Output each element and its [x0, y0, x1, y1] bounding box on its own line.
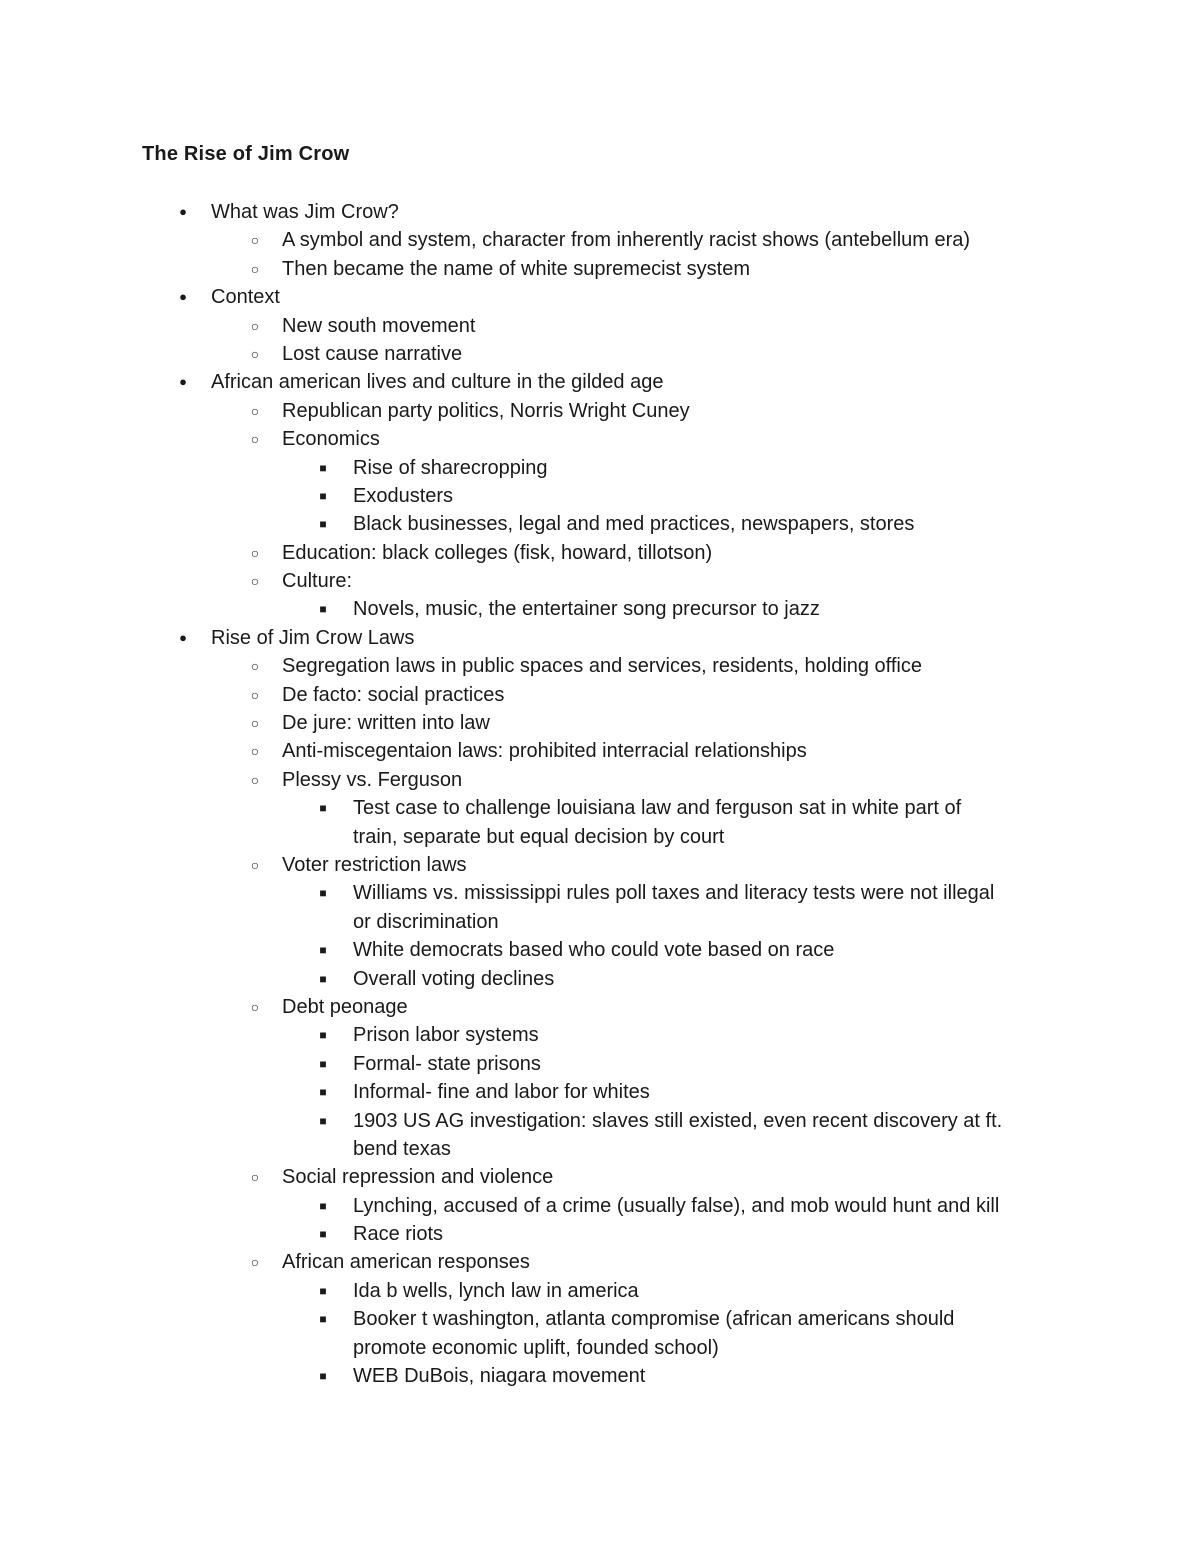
outline-item-text: 1903 US AG investigation: slaves still existed, even recent discovery at ft. [353, 1109, 1003, 1132]
square-bullet-icon: ■ [319, 1085, 327, 1100]
square-bullet-icon: ■ [319, 1227, 327, 1242]
circle-bullet-icon: ○ [250, 715, 260, 732]
outline-item-level-2 [0, 1220, 1200, 1248]
outline-item-text: Debt peonage [282, 995, 408, 1018]
outline-item-continuation [0, 1334, 1200, 1362]
outline-item-text: Republican party politics, Norris Wright Cuney [282, 399, 690, 422]
outline-item-text: Education: black colleges (fisk, howard, tillotson) [282, 541, 713, 564]
outline-item-level-1 [0, 397, 1200, 425]
outline-item-text: Social repression and violence [282, 1166, 554, 1189]
outline-item-level-2 [0, 794, 1200, 822]
square-bullet-icon: ■ [319, 943, 327, 958]
outline-item-continuation [0, 823, 1200, 851]
circle-bullet-icon: ○ [250, 1254, 260, 1271]
outline-item-text: Voter restriction laws [282, 853, 467, 876]
outline-item-level-1 [0, 1163, 1200, 1191]
outline-item-text: De jure: written into law [282, 712, 490, 735]
circle-bullet-icon: ○ [250, 544, 260, 561]
outline-item-level-1 [0, 993, 1200, 1021]
outline-item-text: Race riots [353, 1223, 444, 1246]
outline-item-text: African american lives and culture in the gilded age [211, 371, 664, 394]
outline-item-level-2 [0, 1192, 1200, 1220]
outline-item-text: African american responses [282, 1251, 530, 1274]
outline-item-level-1 [0, 226, 1200, 254]
square-bullet-icon: ■ [319, 488, 327, 503]
outline-item-level-0 [0, 624, 1200, 652]
document-title: The Rise of Jim Crow [142, 143, 350, 165]
outline-list [0, 198, 1200, 1390]
outline-item-text: Context [211, 286, 280, 309]
outline-item-level-2 [0, 936, 1200, 964]
outline-item-text: Lynching, accused of a crime (usually false), and mob would hunt and kill [353, 1194, 1000, 1217]
outline-item-level-1 [0, 312, 1200, 340]
outline-item-level-1 [0, 255, 1200, 283]
outline-item-text: Novels, music, the entertainer song precursor to jazz [353, 598, 820, 621]
outline-item-continuation [0, 908, 1200, 936]
circle-bullet-icon: ○ [250, 743, 260, 760]
outline-item-text: Prison labor systems [353, 1024, 539, 1047]
square-bullet-icon: ■ [319, 801, 327, 816]
circle-bullet-icon: ○ [250, 771, 260, 788]
outline-item-text: train, separate but equal decision by court [353, 825, 725, 848]
outline-item-level-2 [0, 1050, 1200, 1078]
circle-bullet-icon: ○ [250, 856, 260, 873]
outline-item-level-1 [0, 539, 1200, 567]
outline-item-level-0 [0, 283, 1200, 311]
circle-bullet-icon: ○ [250, 260, 260, 277]
outline-item-text: Test case to challenge louisiana law and ferguson sat in white part of [353, 797, 962, 820]
circle-bullet-icon: ○ [250, 345, 260, 362]
outline-item-level-1 [0, 340, 1200, 368]
outline-item-level-1 [0, 851, 1200, 879]
outline-item-level-2 [0, 1078, 1200, 1106]
disc-bullet-icon: ● [179, 204, 187, 219]
circle-bullet-icon: ○ [250, 573, 260, 590]
circle-bullet-icon: ○ [250, 686, 260, 703]
outline-item-level-2 [0, 1362, 1200, 1390]
outline-item-level-2 [0, 1277, 1200, 1305]
outline-item-text: Segregation laws in public spaces and services, residents, holding office [282, 655, 922, 678]
square-bullet-icon: ■ [319, 1369, 327, 1384]
outline-item-text: Ida b wells, lynch law in america [353, 1279, 639, 1302]
outline-item-text: promote economic uplift, founded school) [353, 1336, 719, 1359]
circle-bullet-icon: ○ [250, 658, 260, 675]
disc-bullet-icon: ● [179, 289, 187, 305]
square-bullet-icon: ■ [319, 886, 327, 901]
outline-item-continuation [0, 1135, 1200, 1163]
square-bullet-icon: ■ [319, 1028, 327, 1043]
outline-item-text: Rise of Jim Crow Laws [211, 626, 415, 649]
outline-item-text: Economics [282, 428, 380, 451]
outline-item-level-2 [0, 1021, 1200, 1049]
disc-bullet-icon: ● [179, 629, 187, 645]
outline-item-level-2 [0, 965, 1200, 993]
square-bullet-icon: ■ [319, 1056, 327, 1071]
outline-item-text: Black businesses, legal and med practices, newspapers, stores [353, 513, 915, 536]
outline-item-text: Overall voting declines [353, 967, 555, 990]
circle-bullet-icon: ○ [250, 1169, 260, 1186]
outline-item-level-1 [0, 567, 1200, 595]
outline-item-text: or discrimination [353, 910, 499, 933]
outline-item-text: bend texas [353, 1137, 451, 1160]
outline-item-text: A symbol and system, character from inherently racist shows (antebellum era) [282, 229, 971, 252]
outline-item-level-1 [0, 652, 1200, 680]
square-bullet-icon: ■ [319, 1113, 327, 1128]
outline-item-text: New south movement [282, 314, 476, 337]
outline-item-text: WEB DuBois, niagara movement [353, 1365, 646, 1388]
outline-item-level-2 [0, 1305, 1200, 1333]
square-bullet-icon: ■ [319, 602, 327, 617]
outline-item-text: Plessy vs. Ferguson [282, 768, 463, 791]
outline-item-level-2 [0, 1107, 1200, 1135]
circle-bullet-icon: ○ [250, 232, 260, 249]
outline-item-level-1 [0, 709, 1200, 737]
outline-item-text: Exodusters [353, 484, 454, 507]
disc-bullet-icon: ● [179, 374, 187, 390]
square-bullet-icon: ■ [319, 460, 327, 475]
outline-item-text: Then became the name of white supremecist system [282, 257, 750, 280]
circle-bullet-icon: ○ [250, 317, 260, 334]
outline-item-level-2 [0, 510, 1200, 538]
outline-item-level-0 [0, 368, 1200, 396]
outline-item-text: White democrats based who could vote based on race [353, 939, 835, 962]
circle-bullet-icon: ○ [250, 431, 260, 448]
outline-item-text: Williams vs. mississippi rules poll taxes and literacy tests were not illegal [353, 882, 995, 905]
outline-item-text: Culture: [282, 570, 353, 593]
outline-item-text: Informal- fine and labor for whites [353, 1081, 650, 1104]
outline-item-text: What was Jim Crow? [211, 201, 399, 223]
outline-item-level-2 [0, 595, 1200, 623]
outline-item-level-1 [0, 1248, 1200, 1276]
outline-item-text: Lost cause narrative [282, 342, 463, 365]
outline-item-level-0 [0, 198, 1200, 226]
outline-item-text: Rise of sharecropping [353, 456, 548, 479]
square-bullet-icon: ■ [319, 1312, 327, 1327]
outline-item-text: Booker t washington, atlanta compromise (african americans should [353, 1308, 955, 1331]
outline-item-level-1 [0, 681, 1200, 709]
outline-item-level-1 [0, 425, 1200, 453]
outline-item-level-2 [0, 454, 1200, 482]
outline-item-text: De facto: social practices [282, 683, 505, 706]
square-bullet-icon: ■ [319, 1283, 327, 1298]
circle-bullet-icon: ○ [250, 402, 260, 419]
circle-bullet-icon: ○ [250, 998, 260, 1015]
square-bullet-icon: ■ [319, 517, 327, 532]
outline-item-text: Anti-miscegentaion laws: prohibited interracial relationships [282, 740, 807, 763]
outline-item-text: Formal- state prisons [353, 1052, 541, 1075]
outline-item-level-2 [0, 482, 1200, 510]
square-bullet-icon: ■ [319, 1198, 327, 1213]
outline-item-level-1 [0, 766, 1200, 794]
square-bullet-icon: ■ [319, 971, 327, 986]
outline-item-level-2 [0, 879, 1200, 907]
outline-item-level-1 [0, 737, 1200, 765]
